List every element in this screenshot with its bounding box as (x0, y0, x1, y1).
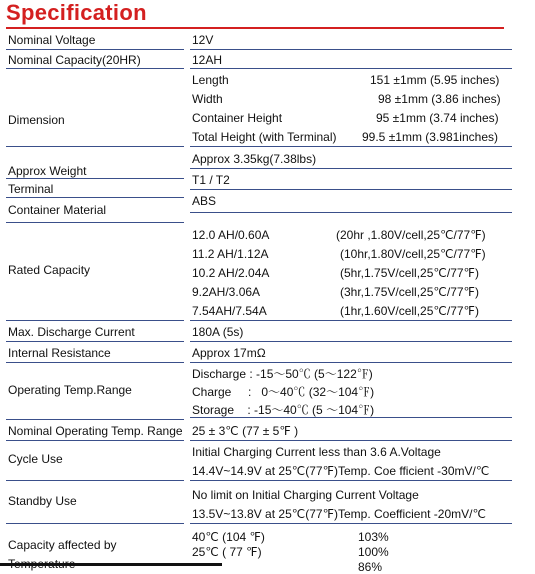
nominal-capacity-label: Nominal Capacity(20HR) (8, 53, 141, 67)
row-divider (6, 320, 184, 321)
row-divider (6, 362, 184, 363)
row-divider (6, 419, 184, 420)
rated-capacity-1hr-condition: (1hr,1.60V/cell,25℃/77℉) (340, 304, 479, 318)
row-divider (6, 197, 184, 198)
rated-capacity-20hr-condition: (20hr ,1.80V/cell,25℃/77℉) (336, 228, 486, 242)
max-discharge-value: 180A (5s) (192, 325, 244, 339)
dimension-label: Dimension (8, 113, 65, 127)
row-divider (190, 49, 512, 50)
nominal-capacity-value: 12AH (192, 53, 223, 67)
rated-capacity-5hr-condition: (5hr,1.75V/cell,25℃/77℉) (340, 266, 479, 280)
approx-weight-label: Approx Weight (8, 164, 87, 178)
cycle-use-label: Cycle Use (8, 452, 63, 466)
capacity-temp-40: 40℃ (104 ℉) (192, 530, 265, 544)
dimension-width-value: 98 ±1mm (3.86 inches) (378, 92, 501, 106)
row-divider (6, 523, 184, 524)
row-divider (190, 68, 512, 69)
dimension-total-height-name: Total Height (with Terminal) (192, 130, 337, 144)
nominal-operating-temp-label: Nominal Operating Temp. Range (8, 424, 183, 438)
rated-capacity-3hr-condition: (3hr,1.75V/cell,25℃/77℉) (340, 285, 479, 299)
dimension-total-height-value: 99.5 ±1mm (3.981inches) (362, 130, 498, 144)
row-divider (190, 146, 512, 147)
row-divider (190, 320, 512, 321)
operating-temp-discharge: Discharge : -15～50℃ (5～122℉) (192, 367, 373, 381)
dimension-height-value: 95 ±1mm (3.74 inches) (376, 111, 499, 125)
operating-temp-storage: Storage : -15～40℃ (5 ～104℉) (192, 403, 375, 417)
row-divider (190, 440, 512, 441)
row-divider (6, 49, 184, 50)
operating-temp-label: Operating Temp.Range (8, 383, 132, 397)
row-divider (190, 362, 512, 363)
row-divider (6, 68, 184, 69)
row-divider (190, 523, 512, 524)
capacity-temp-25: 25℃ ( 77 ℉) (192, 545, 262, 559)
capacity-affected-label: Capacity affected by (8, 538, 117, 552)
terminal-label: Terminal (8, 182, 54, 196)
row-divider (6, 440, 184, 441)
cycle-use-line-2: 14.4V~14.9V at 25℃(77℉)Temp. Coe fficient -30mV/℃ (192, 464, 490, 478)
row-divider (190, 417, 512, 418)
row-divider (6, 480, 184, 481)
row-divider (6, 178, 184, 179)
row-divider (6, 222, 184, 223)
container-material-value: ABS (192, 194, 217, 208)
nominal-voltage-value: 12V (192, 33, 214, 47)
row-divider (6, 146, 184, 147)
rated-capacity-10hr-condition: (10hr,1.80V/cell,25℃/77℉) (340, 247, 486, 261)
row-divider (190, 212, 512, 213)
rated-capacity-label: Rated Capacity (8, 263, 91, 277)
capacity-value-40: 103% (358, 530, 389, 544)
terminal-value: T1 / T2 (192, 173, 230, 187)
row-divider (190, 341, 512, 342)
standby-use-label: Standby Use (8, 494, 77, 508)
capacity-value-25: 100% (358, 545, 389, 559)
row-divider (190, 189, 512, 190)
row-divider (6, 341, 184, 342)
rated-capacity-10hr: 11.2 AH/1.12A (192, 247, 269, 261)
standby-use-line-1: No limit on Initial Charging Current Voltage (192, 488, 419, 502)
dimension-width-name: Width (192, 92, 223, 106)
row-divider (190, 168, 512, 169)
page-title: Specification (6, 0, 147, 25)
rated-capacity-20hr: 12.0 AH/0.60A (192, 228, 270, 242)
bottom-bar (0, 563, 222, 566)
container-material-label: Container Material (8, 203, 107, 217)
capacity-value-third: 86% (358, 560, 383, 574)
max-discharge-label: Max. Discharge Current (8, 325, 135, 339)
dimension-length-name: Length (192, 73, 229, 87)
dimension-length-value: 151 ±1mm (5.95 inches) (370, 73, 500, 87)
internal-resistance-value: Approx 17mΩ (192, 346, 266, 360)
row-divider (190, 480, 512, 481)
rated-capacity-5hr: 10.2 AH/2.04A (192, 266, 270, 280)
nominal-voltage-label: Nominal Voltage (8, 33, 96, 47)
rated-capacity-3hr: 9.2AH/3.06A (192, 285, 261, 299)
standby-use-line-2: 13.5V~13.8V at 25℃(77℉)Temp. Coefficient -20mV/℃ (192, 507, 486, 521)
cycle-use-line-1: Initial Charging Current less than 3.6 A.Voltage (192, 445, 441, 459)
approx-weight-value: Approx 3.35kg(7.38lbs) (192, 152, 317, 166)
rated-capacity-1hr: 7.54AH/7.54A (192, 304, 267, 318)
internal-resistance-label: Internal Resistance (8, 346, 111, 360)
operating-temp-charge: Charge : 0～40℃ (32～104℉) (192, 385, 375, 399)
title-underline (6, 27, 504, 29)
nominal-operating-temp-value: 25 ± 3℃ (77 ± 5℉ ) (192, 424, 299, 438)
dimension-height-name: Container Height (192, 111, 283, 125)
